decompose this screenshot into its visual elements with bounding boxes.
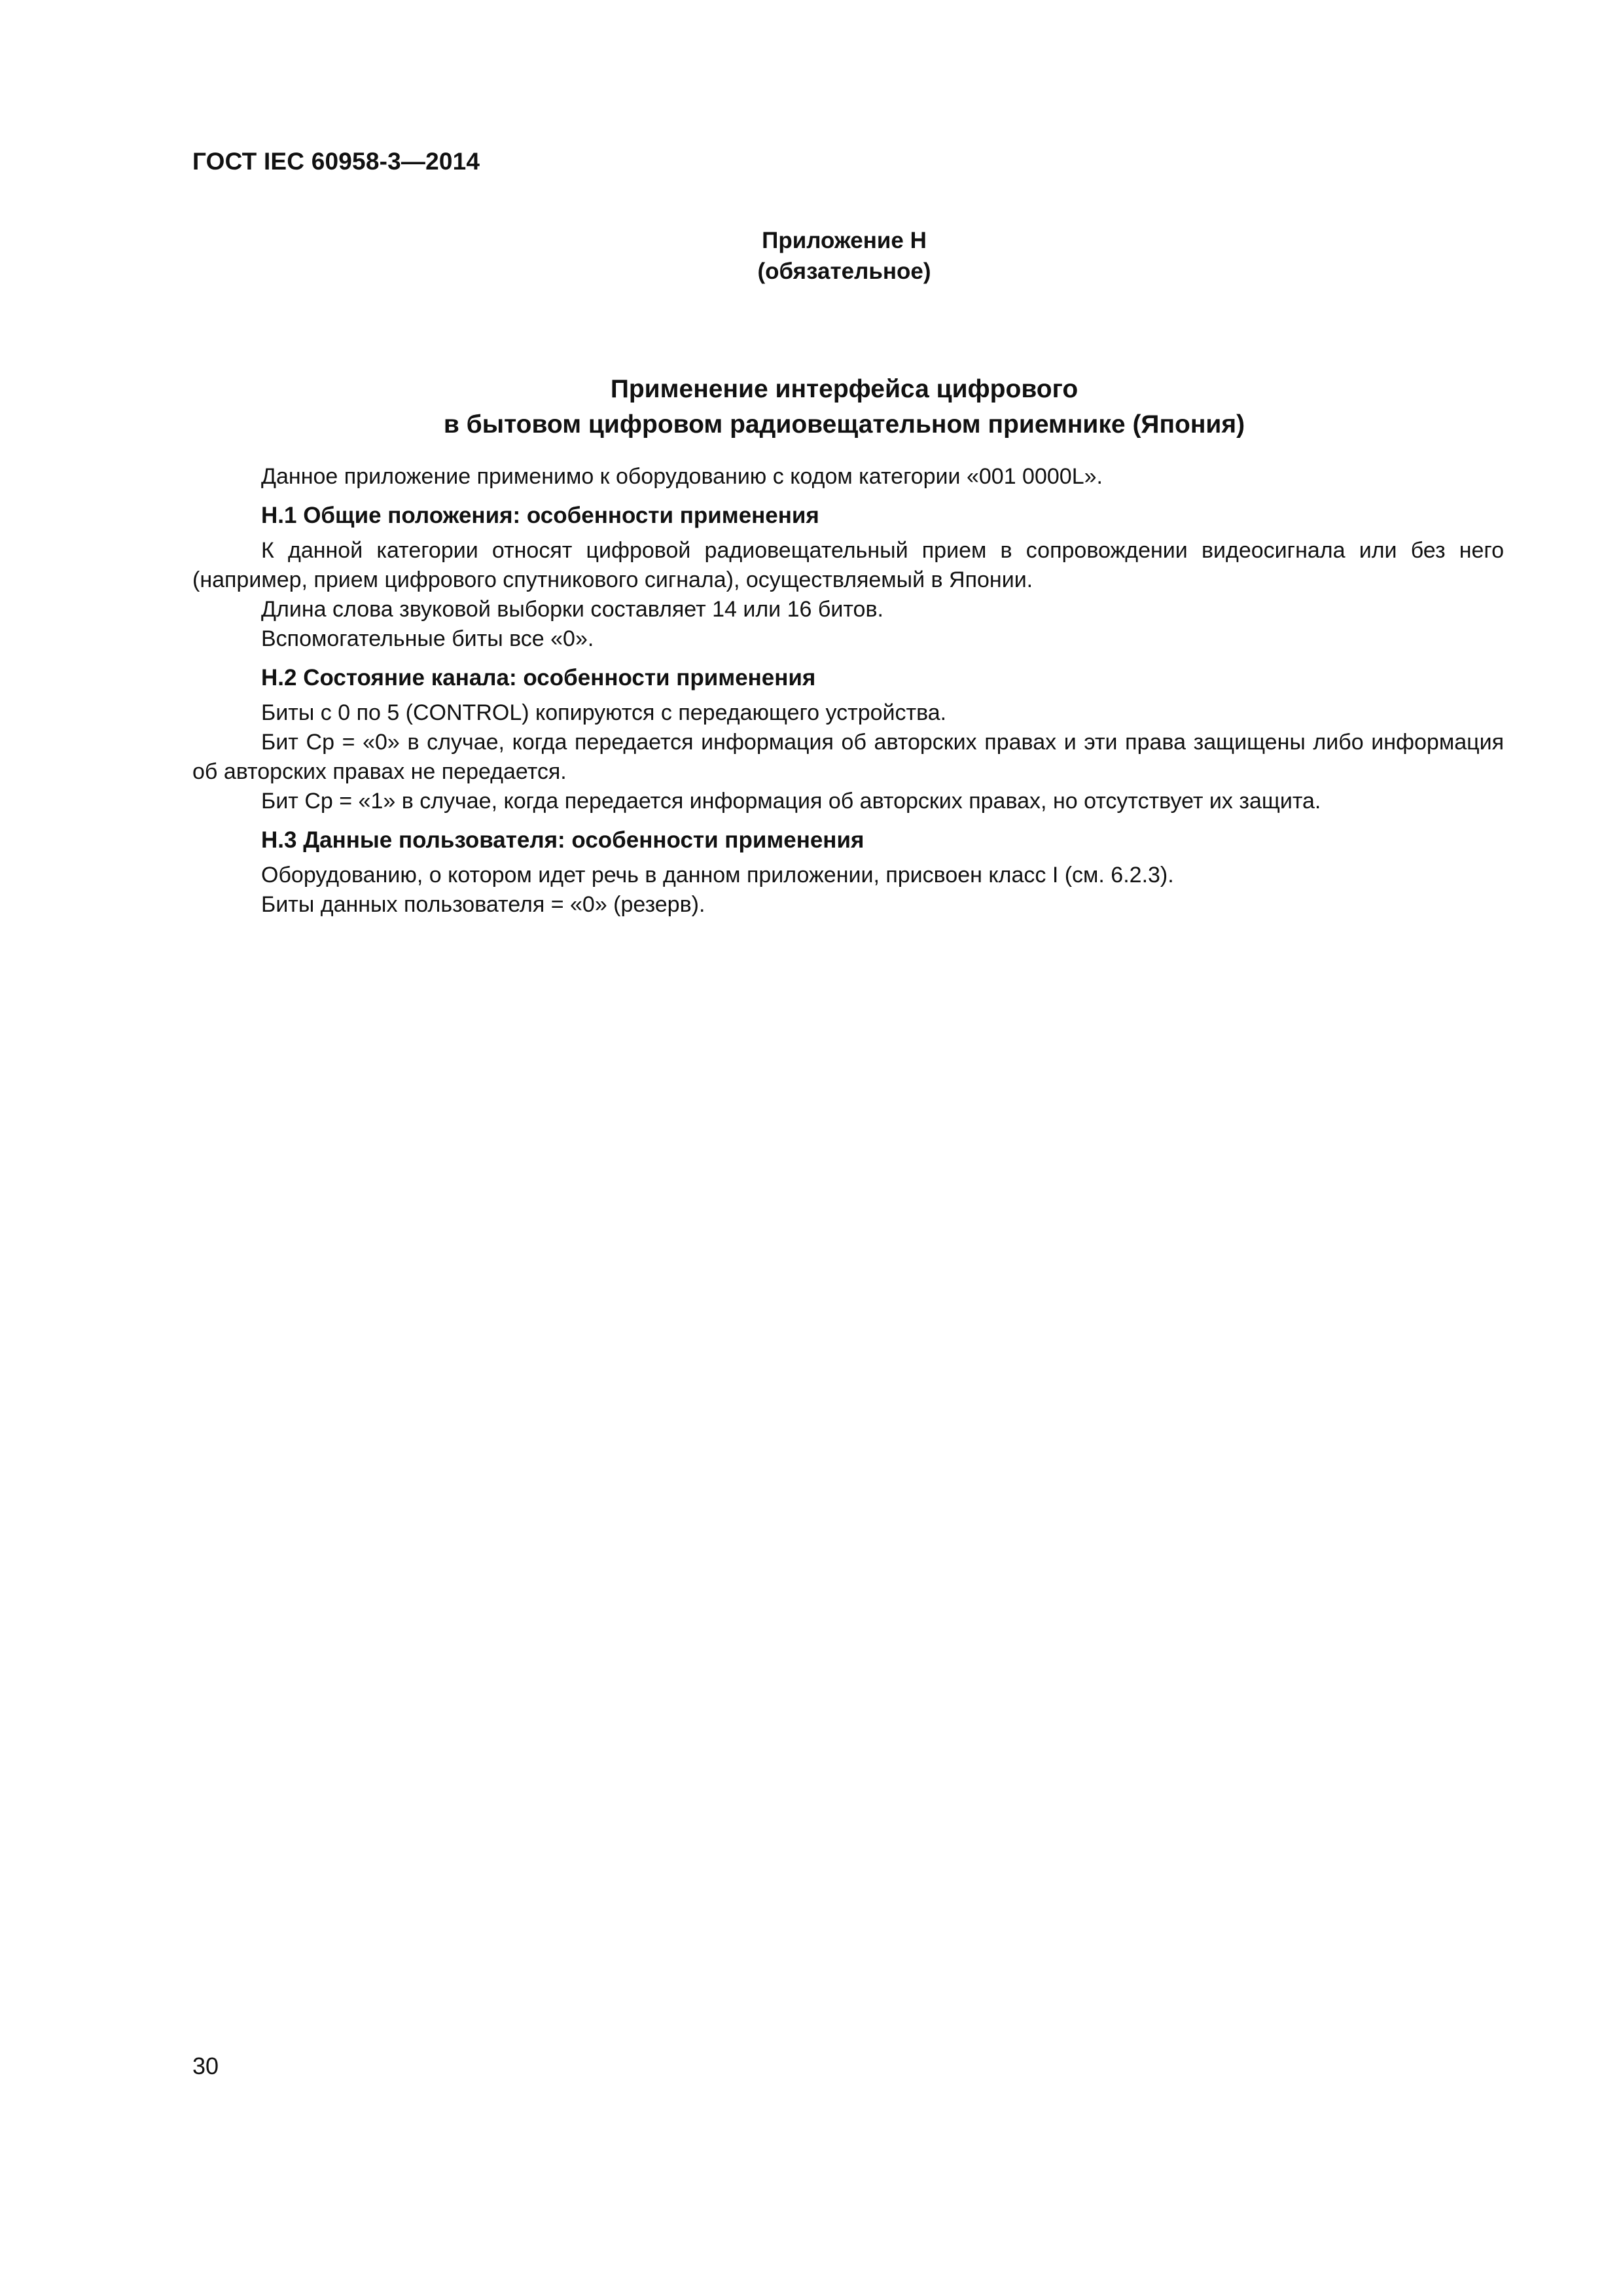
appendix-status: (обязательное) (757, 259, 931, 284)
page-number: 30 (192, 2053, 219, 2079)
document-code: ГОСТ IEC 60958-3—2014 (192, 148, 480, 175)
section-h2-paragraph-2: Бит Cp = «0» в случае, когда передается информация об авторских правах и эти права защищены либо информация об авторских правах не передается. (192, 730, 1504, 784)
section-h1-paragraph-3: Вспомогательные биты все «0». (261, 626, 594, 651)
intro-paragraph: Данное приложение применимо к оборудованию с кодом категории «001 0000L». (261, 464, 1103, 489)
section-h3-paragraph-2: Биты данных пользователя = «0» (резерв). (261, 892, 705, 917)
appendix-title (0, 372, 1623, 442)
section-h3-paragraph-1: Оборудованию, о котором идет речь в данном приложении, присвоен класс I (см. 6.2.3). (261, 863, 1174, 888)
section-heading-h1: H.1 Общие положения: особенности применения (261, 503, 819, 528)
section-h2-paragraph-3: Бит Cp = «1» в случае, когда передается информация об авторских правах, но отсутствует их защита. (261, 789, 1321, 814)
section-h1-paragraph-2: Длина слова звуковой выборки составляет 14 или 16 битов. (261, 597, 883, 622)
section-heading-h2: H.2 Состояние канала: особенности применения (261, 665, 816, 691)
section-heading-h3: H.3 Данные пользователя: особенности применения (261, 827, 865, 853)
document-body (192, 462, 1504, 920)
appendix-title-line-1: Применение интерфейса цифрового (610, 375, 1079, 403)
appendix-header (0, 225, 1623, 287)
section-h1-paragraph-1: К данной категории относят цифровой радиовещательный прием в сопровождении видеосигнала или без него (например, прием цифрового спутникового сигнала), осуществляемый в Японии. (192, 538, 1504, 592)
appendix-label: Приложение Н (762, 228, 927, 253)
section-h2-paragraph-1: Биты с 0 по 5 (CONTROL) копируются с передающего устройства. (261, 700, 947, 725)
appendix-title-line-2: в бытовом цифровом радиовещательном приемнике (Япония) (443, 410, 1245, 439)
